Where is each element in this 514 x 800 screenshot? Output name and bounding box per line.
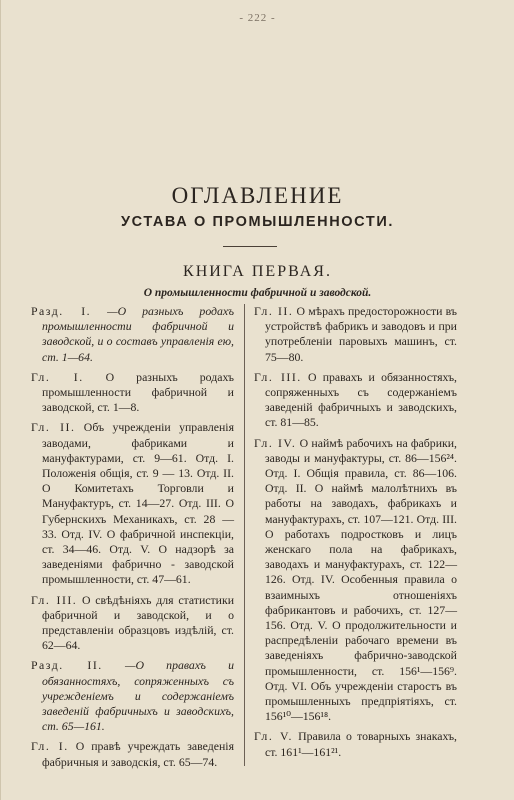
- toc-entry-label: Разд. II.: [31, 658, 103, 673]
- toc-entry-text: Правила о товарныхъ знакахъ, ст. 161¹—161²¹.: [265, 729, 458, 759]
- page-subtitle: УСТАВА О ПРОМЫШЛЕННОСТИ.: [120, 214, 394, 230]
- toc-entry: [31, 739, 234, 769]
- toc-entry-text: О наймѣ рабочихъ на фабрики, заводы и мануфактуры, ст. 86—156²⁴. Отд. I. Общія правила, ст. 86—106. Отд. II. О наймѣ малолѣтнихъ въ работы на заводахъ, фабрикахъ и мануфактурахъ, ст. 107—121. Отд. III. О работахъ подростковъ и лицъ женскаго пола на фабрикахъ, заводахъ и мануфактурахъ, ст. 122—126. Отд. IV. Особенныя правила о взаимныхъ отношеніяхъ фабрикантовъ и рабочихъ, ст. 127—156. Отд. V. О продолжительности и распредѣленіи рабочаго времени въ заведеніяхъ фабрично-заводской промышленности, ст. 156¹—156⁹. Отд. VI. Объ учрежденіи старостъ въ промышленныхъ предпріятіяхъ, ст. 156¹⁰—156¹⁸.: [265, 435, 457, 724]
- toc-entry-text: —О разныхъ родахъ промышленности фабричной и заводской, и о составъ управленія ею, ст. 1—64.: [42, 304, 234, 364]
- toc-entry-label: Гл. II.: [254, 304, 294, 318]
- toc-entry-text: О разныхъ родахъ промышленности фабричной и заводской, ст. 1—8.: [42, 369, 234, 415]
- toc-entry: [254, 304, 457, 365]
- toc-entry-label: Гл. III.: [254, 369, 302, 384]
- page-number: - 222 -: [239, 12, 276, 24]
- toc-entry: [254, 729, 457, 759]
- left-column: [31, 304, 234, 775]
- right-column: [254, 304, 457, 765]
- page-title: ОГЛАВЛЕНИЕ: [171, 183, 344, 208]
- toc-entry: [31, 658, 234, 734]
- title-rule: [223, 246, 277, 247]
- toc-entry: [31, 370, 234, 416]
- toc-entry-label: Гл. II.: [31, 420, 76, 435]
- toc-entry: [31, 304, 234, 365]
- toc-entry-text: О правѣ учреждать заведенія фабричныя и заводскія, ст. 65—74.: [42, 739, 234, 769]
- toc-entry-label: Разд. I.: [31, 304, 92, 318]
- toc-entry: [254, 436, 457, 725]
- book-heading: КНИГА ПЕРВАЯ.: [183, 263, 332, 280]
- toc-entry: [31, 593, 234, 654]
- toc-entry-text: Объ учрежденіи управленія заводами, фабриками и мануфактурами, ст. 9—61. Отд. I. Положенія общія, ст. 9 — 13. Отд. II. О Комитетахъ Торговли и Мануфактуръ, ст. 14—27. Отд. III. О Губернскихъ Механикахъ, ст. 28 — 33. Отд. IV. О фабричной инспекціи, ст. 34—46. Отд. V. О надзорѣ за заведеніями фабрично - заводской промышленности, ст. 47—61.: [42, 420, 234, 587]
- toc-entry-text: О свѣдѣніяхъ для статистики фабричной и заводской, и о представленіи образцовъ издѣлій, ст. 62—64.: [42, 592, 235, 653]
- book-subheading: О промышленности фабричной и заводской.: [143, 287, 372, 299]
- toc-entry-label: Гл. I.: [31, 739, 69, 754]
- toc-entry-label: Гл. I.: [31, 369, 84, 384]
- toc-entry-label: Гл. III.: [31, 592, 78, 607]
- toc-entry-label: Гл. IV.: [254, 435, 297, 450]
- toc-entry-label: Гл. V.: [254, 729, 293, 744]
- toc-entry-text: —О правахъ и обязанностяхъ, сопряженныхъ съ учрежденіемъ и содержаніемъ заведеній фабричныхъ и заводскихъ, ст. 65—161.: [42, 658, 234, 734]
- column-divider: [244, 304, 245, 766]
- toc-entry: [254, 370, 457, 431]
- toc-entry-text: О мѣрахъ предосторожности въ устройствѣ фабрикъ и заводовъ и при употребленіи паровыхъ машинъ, ст. 75—80.: [265, 304, 457, 364]
- toc-entry-text: О правахъ и обязанностяхъ, сопряженныхъ съ содержаніемъ заведеній фабричныхъ и заводскихъ, ст. 81—85.: [265, 369, 457, 430]
- toc-entry: [31, 420, 234, 587]
